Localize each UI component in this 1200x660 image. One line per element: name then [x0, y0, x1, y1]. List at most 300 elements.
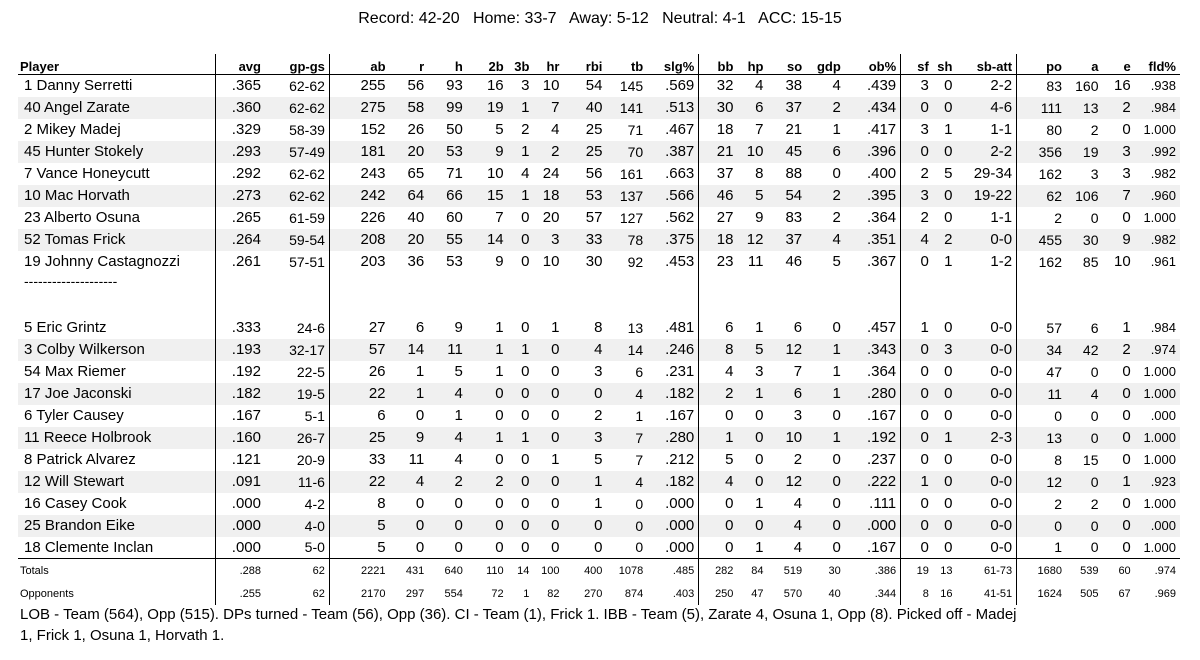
cell-tb: 7 [606, 427, 647, 449]
cell-rbi: 8 [594, 319, 603, 336]
cell-fld: .984 [1135, 97, 1180, 119]
cell-sb: 1-2 [990, 253, 1013, 270]
cell-so: 88 [785, 165, 803, 182]
cell-sf: 1 [901, 317, 933, 339]
cell-e: 3 [1102, 141, 1134, 163]
cell-rbi: 0 [563, 383, 606, 405]
cell-po: 62 [1017, 185, 1066, 207]
cell-sb: 2-2 [990, 77, 1013, 95]
cell-bb: 21 [699, 141, 738, 163]
cell-hp: 0 [755, 407, 764, 424]
cell-avg: .160 [216, 427, 265, 449]
cell-rbi: 53 [563, 185, 606, 207]
footnotes: LOB - Team (564), Opp (515). DPs turned - Team (56), Opp (36). CI - Team (1), Frick 1. IBB - Team (5), Zarate 4, Osuna 1, Opp (8). Picked off - Madej 1, Frick 1, Osuna 1, Horvath 1. [20, 606, 1017, 644]
cell-hp: 5 [737, 339, 767, 361]
spacer-cell [933, 295, 957, 317]
cell-hr: 0 [533, 471, 563, 493]
cell-e: 7 [1102, 185, 1134, 207]
cell-h: 11 [428, 339, 467, 361]
cell-ob: .343 [845, 339, 901, 361]
separator-cell [699, 273, 738, 295]
cell-rbi: 33 [563, 229, 606, 251]
cell-fld: .961 [1150, 254, 1176, 269]
cell-bb: 32 [699, 75, 738, 97]
cell-h: 640 [428, 559, 467, 583]
cell-e: 2 [1102, 97, 1134, 119]
cell-player: 40 Angel Zarate [18, 97, 216, 119]
cell-tb: 0 [606, 515, 647, 537]
cell-h: 53 [428, 141, 467, 163]
cell-po: 8 [1017, 449, 1066, 471]
cell-so: 38 [785, 77, 803, 95]
cell-fld: .982 [1150, 166, 1176, 181]
cell-slg: .467 [665, 121, 695, 138]
cell-sf: 0 [901, 537, 933, 559]
cell-sh: 0 [933, 185, 957, 207]
cell-e: 0 [1122, 407, 1131, 424]
cell-ob: .000 [845, 515, 901, 537]
cell-h: 0 [454, 495, 463, 512]
cell-hr: 4 [551, 121, 560, 138]
cell-tb: 137 [606, 185, 647, 207]
cell-gdp: 6 [806, 141, 845, 163]
cell-po: 11 [1017, 383, 1066, 405]
cell-tb: 141 [606, 97, 647, 119]
cell-h: 1 [454, 407, 463, 424]
cell-h: 554 [444, 587, 463, 600]
cell-3b: 3 [521, 77, 530, 95]
cell-po: 1680 [1017, 559, 1066, 583]
cell-sb: 0-0 [990, 538, 1013, 556]
cell-po: 80 [1017, 119, 1066, 141]
cell-r: 4 [390, 471, 429, 493]
cell-fld: 1.000 [1143, 496, 1176, 511]
cell-so: 3 [793, 407, 803, 424]
cell-tb: 0 [635, 539, 644, 556]
separator-cell [390, 273, 429, 295]
cell-sb: 41-51 [983, 587, 1013, 600]
spacer-cell [737, 295, 767, 317]
cell-player: 19 Johnny Castagnozzi [24, 253, 180, 270]
cell-r: 40 [407, 209, 425, 226]
cell-gdp: 0 [832, 495, 841, 512]
cell-a: 0 [1090, 363, 1099, 380]
cell-sf: 0 [901, 97, 933, 119]
cell-sb: 2-3 [956, 427, 1016, 449]
cell-3b: 1 [508, 97, 534, 119]
cell-slg: .000 [665, 495, 695, 512]
cell-po: 162 [1017, 163, 1066, 185]
cell-sb: 0-0 [990, 407, 1013, 424]
spacer-row [18, 295, 1180, 317]
cell-a: 539 [1066, 559, 1103, 583]
cell-tb: 4 [606, 471, 647, 493]
cell-2b: 1 [467, 427, 508, 449]
col-header-slg: slg% [647, 54, 699, 75]
cell-gdp: 0 [832, 538, 841, 556]
cell-hp: 1 [737, 383, 767, 405]
spacer-cell [428, 295, 467, 317]
cell-slg: .280 [647, 427, 699, 449]
cell-sf: 0 [901, 427, 933, 449]
cell-sh: 16 [940, 587, 953, 600]
cell-r: 65 [407, 165, 425, 182]
cell-h: 93 [446, 77, 463, 95]
cell-2b: 0 [495, 538, 504, 556]
separator-cell [329, 273, 389, 295]
cell-hr: 10 [542, 77, 560, 95]
col-header-r: r [390, 54, 429, 75]
cell-so: 54 [767, 185, 806, 207]
cell-player: 7 Vance Honeycutt [24, 165, 150, 182]
cell-so: 4 [793, 495, 803, 512]
cell-tb: 127 [619, 209, 644, 226]
cell-avg: .360 [216, 97, 265, 119]
cell-avg: .182 [216, 383, 265, 405]
cell-2b: 0 [467, 515, 508, 537]
cell-so: 10 [767, 427, 806, 449]
cell-2b: 1 [495, 363, 504, 380]
cell-a: 13 [1066, 97, 1103, 119]
table-row [18, 317, 1180, 339]
cell-hp: 4 [755, 77, 764, 95]
cell-fld: .938 [1150, 78, 1176, 94]
cell-avg: .288 [216, 559, 265, 583]
cell-r: 297 [405, 587, 425, 600]
cell-rbi: 54 [585, 77, 603, 95]
cell-bb: 0 [699, 537, 738, 559]
cell-sh: 0 [944, 407, 953, 424]
cell-sf: 0 [901, 361, 933, 383]
separator-cell [508, 273, 534, 295]
cell-2b: 10 [486, 165, 504, 182]
cell-e: 16 [1114, 77, 1131, 95]
spacer-cell [533, 295, 563, 317]
cell-avg: .167 [216, 405, 265, 427]
cell-a: 0 [1090, 539, 1099, 556]
cell-ab: 226 [329, 207, 389, 229]
cell-a: 106 [1066, 185, 1103, 207]
cell-hp: 5 [737, 185, 767, 207]
cell-tb: 92 [627, 253, 644, 270]
cell-3b: 1 [508, 141, 534, 163]
cell-2b: 7 [495, 209, 504, 226]
cell-a: 0 [1090, 209, 1099, 226]
cell-bb: 0 [699, 493, 738, 515]
cell-so: 4 [767, 515, 806, 537]
cell-so: 12 [767, 471, 806, 493]
cell-a: 42 [1066, 339, 1103, 361]
cell-bb: 282 [699, 559, 738, 583]
cell-avg: .329 [216, 119, 265, 141]
cell-fld: 1.000 [1143, 452, 1176, 467]
cell-sf: 3 [901, 119, 933, 141]
cell-r: 431 [390, 559, 429, 583]
cell-gdp: 4 [832, 77, 841, 95]
spacer-cell [767, 295, 806, 317]
table-row [18, 185, 1180, 207]
cell-po: 1624 [1017, 582, 1066, 605]
cell-slg: .000 [665, 538, 695, 556]
cell-2b: 110 [467, 559, 508, 583]
cell-gp: 58-39 [289, 121, 325, 138]
cell-3b: 1 [523, 587, 530, 600]
cell-2b: 0 [495, 407, 504, 424]
cell-slg: .182 [647, 471, 699, 493]
cell-rbi: 40 [563, 97, 606, 119]
cell-hr: 3 [533, 229, 563, 251]
cell-hr: 24 [542, 165, 560, 182]
cell-ob: .111 [869, 495, 897, 512]
cell-po: 2 [1017, 207, 1066, 229]
cell-ob: .367 [866, 253, 897, 270]
cell-player: 11 Reece Holbrook [18, 427, 216, 449]
cell-gdp: 0 [832, 451, 841, 468]
cell-hp: 9 [755, 209, 764, 226]
cell-gdp: 0 [806, 471, 845, 493]
cell-sb: 1-1 [990, 209, 1013, 226]
cell-po: 0 [1017, 405, 1066, 427]
cell-hp: 7 [755, 121, 764, 138]
cell-bb: 18 [699, 119, 738, 141]
cell-so: 12 [767, 339, 806, 361]
cell-sf: 3 [901, 185, 933, 207]
cell-player: 3 Colby Wilkerson [18, 339, 216, 361]
cell-bb: 0 [699, 515, 738, 537]
cell-fld: .000 [1150, 408, 1176, 423]
cell-e: 10 [1114, 253, 1131, 270]
cell-r: 0 [415, 495, 425, 512]
cell-ob: .351 [845, 229, 901, 251]
cell-po: 47 [1017, 361, 1066, 383]
cell-h: 55 [428, 229, 467, 251]
cell-bb: 6 [699, 317, 738, 339]
col-header-tb: tb [606, 54, 647, 75]
cell-e: 9 [1102, 229, 1134, 251]
cell-gp: 26-7 [265, 427, 329, 449]
cell-3b: 0 [521, 407, 530, 424]
cell-sh: 0 [944, 451, 953, 468]
cell-2b: 2 [467, 471, 508, 493]
table-row [18, 141, 1180, 163]
cell-gdp: 1 [806, 427, 845, 449]
cell-so: 37 [767, 97, 806, 119]
cell-player: 2 Mikey Madej [24, 121, 121, 138]
cell-e: 0 [1102, 427, 1134, 449]
cell-2b: 0 [495, 495, 504, 512]
cell-ab: 22 [329, 383, 389, 405]
cell-fld: 1.000 [1143, 210, 1176, 225]
cell-sb: 0-0 [990, 363, 1013, 380]
cell-h: 4 [428, 383, 467, 405]
cell-bb: 37 [699, 163, 738, 185]
cell-slg: .453 [665, 253, 695, 270]
cell-rbi: 270 [584, 587, 603, 600]
cell-fld: 1.000 [1135, 383, 1180, 405]
cell-r: 1 [390, 383, 429, 405]
cell-avg: .000 [216, 515, 265, 537]
cell-ab: 27 [329, 317, 389, 339]
cell-rbi: 1 [563, 471, 606, 493]
cell-po: 162 [1017, 251, 1066, 273]
cell-sb: 0-0 [990, 495, 1013, 512]
cell-gp: 62-62 [289, 165, 325, 182]
record-summary: Record: 42-20 Home: 33-7 Away: 5-12 Neutral: 4-1 ACC: 15-15 [358, 10, 842, 27]
cell-2b: 0 [467, 383, 508, 405]
col-header-gdp: gdp [806, 54, 845, 75]
cell-po: 57 [1017, 317, 1066, 339]
cell-ab: 2221 [329, 559, 389, 583]
cell-2b: 1 [467, 339, 508, 361]
cell-rbi: 3 [563, 427, 606, 449]
table-row [18, 405, 1180, 427]
table-row [18, 119, 1180, 141]
cell-rbi: 57 [585, 209, 603, 226]
separator-cell [767, 273, 806, 295]
cell-ob: .222 [845, 471, 901, 493]
table-row [18, 207, 1180, 229]
cell-sf: 0 [901, 141, 933, 163]
cell-3b: 1 [508, 185, 534, 207]
cell-ob: .280 [845, 383, 901, 405]
cell-a: 2 [1090, 121, 1099, 138]
cell-ab: 5 [329, 515, 389, 537]
cell-e: 0 [1102, 515, 1134, 537]
cell-sb: 29-34 [973, 165, 1013, 182]
spacer-cell [563, 295, 606, 317]
cell-a: 0 [1090, 407, 1099, 424]
cell-r: 58 [390, 97, 429, 119]
spacer-cell [1066, 295, 1103, 317]
cell-hp: 8 [755, 165, 764, 182]
cell-sb: 4-6 [956, 97, 1016, 119]
cell-bb: 0 [699, 405, 738, 427]
cell-2b: 14 [467, 229, 508, 251]
spacer-cell [1102, 295, 1134, 317]
cell-e: 0 [1122, 363, 1131, 380]
cell-tb: 70 [606, 141, 647, 163]
cell-sb: 2-2 [956, 141, 1016, 163]
separator-cell [533, 273, 563, 295]
cell-rbi: 5 [594, 451, 603, 468]
separator-cell [1017, 273, 1066, 295]
cell-avg: .255 [216, 582, 265, 605]
cell-player: 10 Mac Horvath [18, 185, 216, 207]
cell-player: 18 Clemente Inclan [24, 538, 154, 556]
cell-h: 9 [454, 319, 463, 336]
cell-3b: 0 [508, 229, 534, 251]
cell-player: Opponents [20, 587, 74, 600]
cell-po: 83 [1017, 75, 1066, 97]
col-header-3b: 3b [508, 54, 534, 75]
cell-ab: 275 [329, 97, 389, 119]
cell-sb: 1-1 [990, 121, 1013, 138]
cell-rbi: 25 [585, 121, 603, 138]
cell-3b: 0 [521, 451, 530, 468]
cell-slg: .246 [647, 339, 699, 361]
cell-hp: 11 [747, 253, 764, 270]
cell-h: 5 [454, 363, 463, 380]
cell-2b: 0 [495, 451, 504, 468]
cell-3b: 14 [508, 559, 534, 583]
cell-3b: 0 [521, 209, 530, 226]
col-header-sf: sf [901, 54, 933, 75]
cell-tb: 78 [606, 229, 647, 251]
spacer-cell [18, 295, 216, 317]
cell-e: 67 [1118, 587, 1131, 600]
separator-cell [467, 273, 508, 295]
cell-h: 66 [428, 185, 467, 207]
cell-gp: 20-9 [296, 451, 325, 468]
table-row [18, 361, 1180, 383]
cell-3b: 0 [508, 515, 534, 537]
cell-avg: .261 [216, 251, 265, 273]
cell-fld: 1.000 [1143, 364, 1176, 379]
cell-r: 36 [407, 253, 425, 270]
cell-ob: .400 [866, 165, 897, 182]
spacer-cell [956, 295, 1016, 317]
cell-a: 0 [1066, 427, 1103, 449]
cell-tb: 0 [635, 495, 644, 512]
cell-gp: 57-49 [265, 141, 329, 163]
cell-hp: 1 [755, 538, 764, 556]
cell-hr: 0 [533, 383, 563, 405]
cell-sh: 1 [944, 253, 953, 270]
cell-player: 5 Eric Grintz [24, 319, 107, 336]
cell-ob: .396 [845, 141, 901, 163]
cell-gdp: 40 [828, 587, 841, 600]
cell-so: 6 [767, 383, 806, 405]
cell-avg: .333 [216, 317, 265, 339]
cell-r: 0 [415, 538, 425, 556]
cell-a: 15 [1082, 451, 1099, 468]
cell-r: 26 [407, 121, 425, 138]
cell-r: 64 [390, 185, 429, 207]
cell-3b: 1 [508, 427, 534, 449]
col-header-rbi: rbi [563, 54, 606, 75]
cell-player: 25 Brandon Eike [18, 515, 216, 537]
cell-bb: 250 [699, 582, 738, 605]
cell-gdp: 0 [832, 165, 841, 182]
cell-sf: 0 [901, 493, 933, 515]
separator-cell [737, 273, 767, 295]
spacer-cell [329, 295, 389, 317]
table-row [18, 383, 1180, 405]
cell-sh: 0 [944, 363, 953, 380]
cell-sf: 2 [901, 207, 933, 229]
spacer-cell [699, 295, 738, 317]
cell-gdp: 5 [832, 253, 841, 270]
cell-h: 99 [428, 97, 467, 119]
cell-hr: 0 [533, 515, 563, 537]
cell-a: 2 [1090, 495, 1099, 512]
col-header-hr: hr [533, 54, 563, 75]
cell-slg: .212 [665, 451, 695, 468]
cell-ab: 203 [329, 251, 389, 273]
cell-bb: 18 [699, 229, 738, 251]
spacer-cell [216, 295, 265, 317]
col-header-po: po [1017, 54, 1066, 75]
cell-slg: .167 [665, 407, 695, 424]
cell-sh: 0 [933, 97, 957, 119]
cell-gp: 62-62 [289, 77, 325, 94]
cell-hr: 0 [551, 407, 560, 424]
cell-e: 0 [1102, 383, 1134, 405]
cell-sb: 0-0 [956, 383, 1016, 405]
cell-ob: .364 [866, 363, 897, 380]
cell-ab: 255 [329, 75, 389, 97]
cell-tb: 7 [635, 451, 644, 468]
